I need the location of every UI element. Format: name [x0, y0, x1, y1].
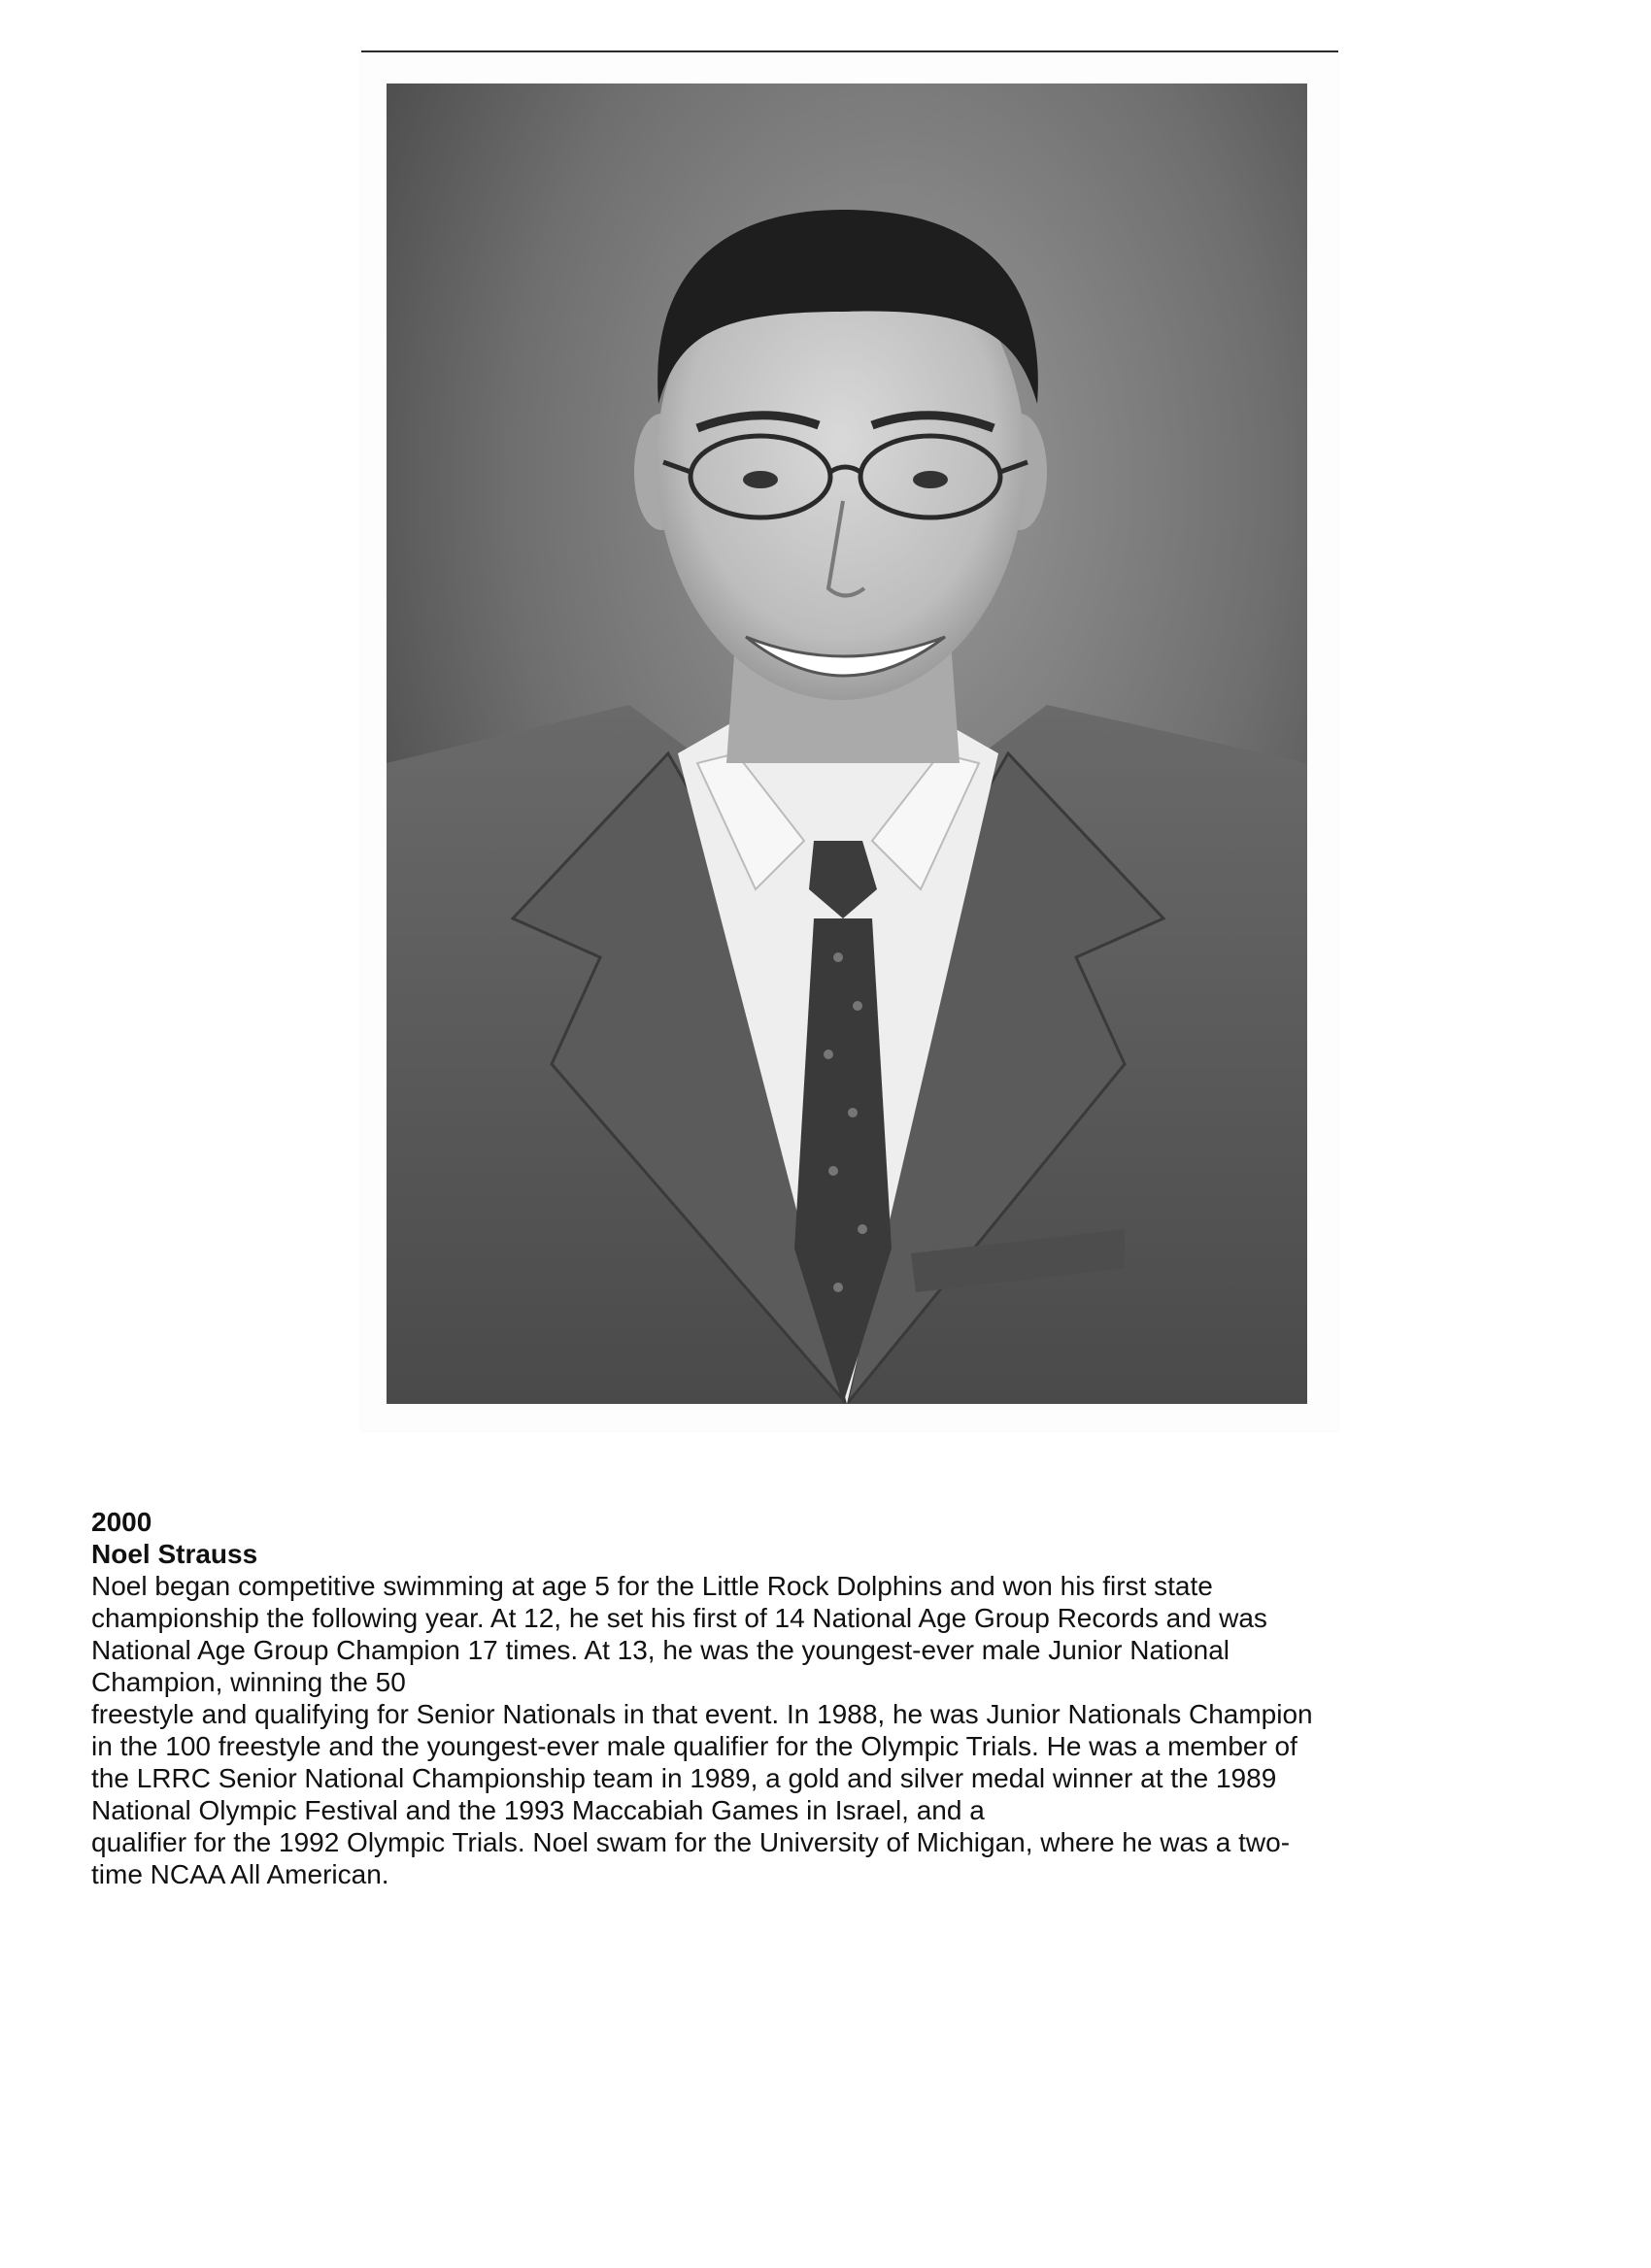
- bio-line: in the 100 freestyle and the youngest-ever male qualifier for the Olympic Trials. He was a member of: [91, 1731, 1297, 1761]
- bio-line: freestyle and qualifying for Senior Nationals in that event. In 1988, he was Junior Nationals Champion: [91, 1699, 1313, 1729]
- bio-line: championship the following year. At 12, he set his first of 14 National Age Group Records and was: [91, 1603, 1267, 1633]
- bio-line: Noel began competitive swimming at age 5 for the Little Rock Dolphins and won his first state: [91, 1571, 1213, 1601]
- photo-mount: [361, 50, 1338, 1431]
- bio-line: National Age Group Champion 17 times. At 13, he was the youngest-ever male Junior National: [91, 1635, 1230, 1665]
- bio-line: qualifier for the 1992 Olympic Trials. Noel swam for the University of Michigan, where he was a two-: [91, 1827, 1291, 1857]
- portrait-illustration: [387, 83, 1307, 1404]
- bio-line: time NCAA All American.: [91, 1859, 389, 1889]
- bio-line: the LRRC Senior National Championship team in 1989, a gold and silver medal winner at the 1989: [91, 1763, 1277, 1793]
- portrait-photo: [387, 83, 1307, 1404]
- induction-year: 2000: [91, 1507, 152, 1537]
- bio-line: Champion, winning the 50: [91, 1667, 406, 1697]
- biography: [91, 1570, 1567, 1890]
- bio-line: National Olympic Festival and the 1993 Maccabiah Games in Israel, and a: [91, 1795, 985, 1825]
- caption-block: [91, 1506, 1567, 1890]
- inductee-name: Noel Strauss: [91, 1539, 258, 1569]
